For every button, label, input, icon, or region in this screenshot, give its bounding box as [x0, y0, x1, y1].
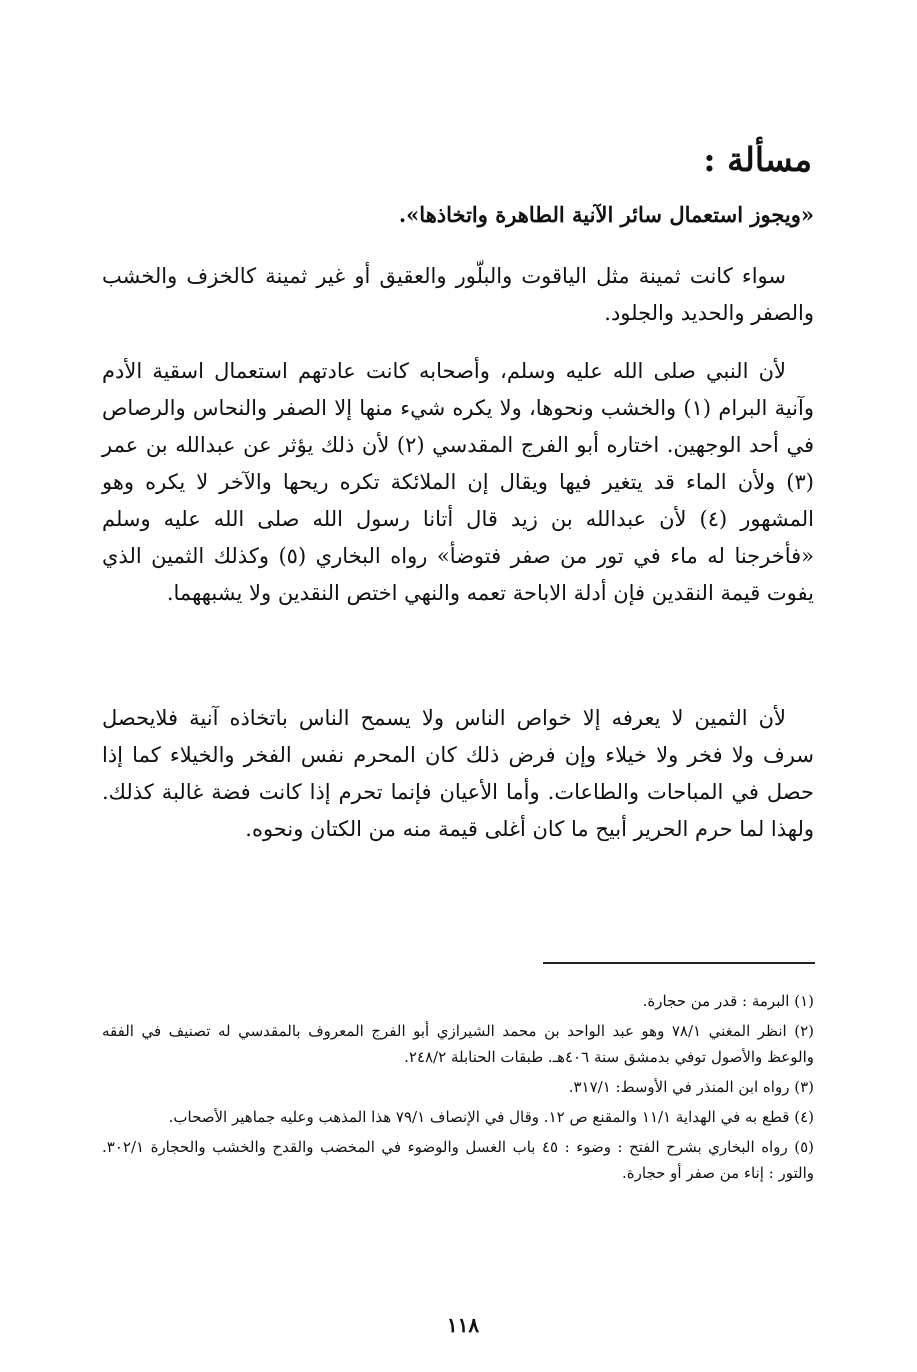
- quoted-text: «ويجوز استعمال سائر الآنية الطاهرة واتخاذها».: [398, 202, 814, 227]
- paragraph-3: لأن الثمين لا يعرفه إلا خواص الناس ولا يسمح الناس باتخاذه آنية فلايحصل سرف ولا فخر ولا خيلاء وإن فرض ذلك كان المحرم نفس الفخر والخيلاء كما إذا حصل في المباحات والطاعات. وأما الأعيان فإنما تحرم إذا كانت فضة غالبة كذلك. ولهذا لما حرم الحرير أبيح ما كان أغلى قيمة منه من الكتان ونحوه.: [102, 706, 814, 841]
- footnote-divider: [543, 962, 815, 964]
- footnote-3: (٣) رواه ابن المنذر في الأوسط: ٣١٧/١.: [568, 1078, 814, 1096]
- page-number: ١١٨: [446, 1313, 480, 1337]
- paragraph-2: لأن النبي صلى الله عليه وسلم، وأصحابه كانت عادتهم استعمال اسقية الأدم وآنية البرام (١) والخشب ونحوها، ولا يكره شيء منها إلا الصفر والنحاس والرصاص في أحد الوجهين. اختاره أبو الفرج المقدسي (٢) لأن ذلك يؤثر عن عبدالله بن عمر (٣) ولأن الماء قد يتغير فيها ويقال إن الملائكة تكره ريحها والآخر لا يكره وهو المشهور (٤) لأن عبدالله بن زيد قال أتانا رسول الله صلى الله عليه وسلم «فأخرجنا له ماء في تور من صفر فتوضأ» رواه البخاري (٥) وكذلك الثمين الذي يفوت قيمة النقدين فإن أدلة الاباحة تعمه والنهي اختص النقدين ولا يشبههما.: [102, 359, 815, 605]
- footnote-4: (٤) قطع به في الهداية ١١/١ والمقنع ص ١٢. وقال في الإنصاف ٧٩/١ هذا المذهب وعليه جماهير الأصحاب.: [168, 1108, 814, 1126]
- footnote-1: (١) البرمة : قدر من حجارة.: [642, 992, 814, 1010]
- footnotes-list: [102, 988, 814, 1190]
- footnote-5: (٥) رواه البخاري بشرح الفتح : وضوء : ٤٥ باب الغسل والوضوء في المخضب والقدح والخشب والحجارة ٣٠٢/١. والتور : إناء من صفر أو حجارة.: [102, 1138, 814, 1182]
- section-heading: مسألة :: [703, 140, 812, 179]
- paragraph-1: سواء كانت ثمينة مثل الياقوت والبلّور والعقيق أو غير ثمينة كالخزف والخشب والصفر والحديد والجلود.: [102, 264, 814, 325]
- footnote-2: (٢) انظر المغني ٧٨/١ وهو عبد الواحد بن محمد الشيرازي أبو الفرج المعروف بالمقدسي له تصنيف في الفقه والوعظ والأصول توفي بدمشق سنة ٤٠٦هـ. طبقات الحنابلة ٢٤٨/٢.: [102, 1022, 814, 1066]
